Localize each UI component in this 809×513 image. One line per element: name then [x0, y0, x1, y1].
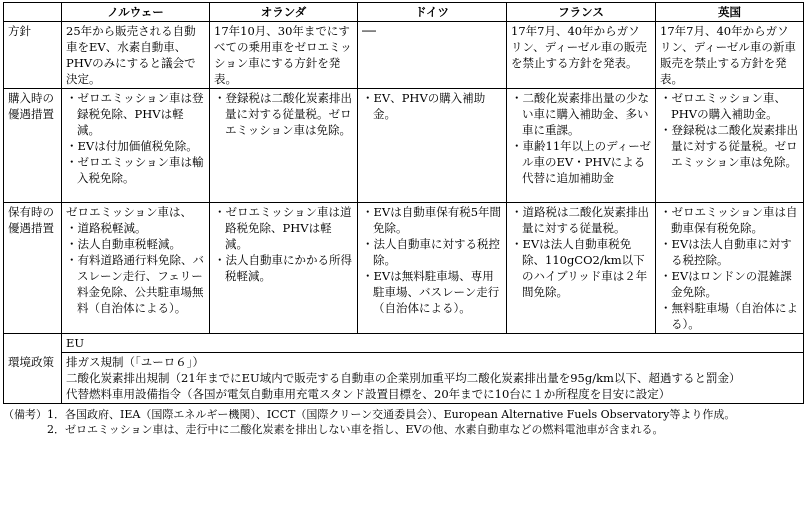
row-label-ownership: [4, 203, 62, 334]
bullet-item: ・ 車齢11年以上のディーゼル車のEV・PHVによる代替に追加補助金: [511, 138, 651, 186]
purchase-norway: [62, 89, 210, 203]
bullet-item: ・ ゼロエミッション車は輸入税免除。: [66, 154, 205, 186]
policy-norway: 25年から販売される自動車をEV、水素自動車、PHVのみにすると議会で決定。: [62, 22, 210, 89]
note-text: 各国政府、IEA（国際エネルギー機関）、ICCT（国際クリーン交通委員会）、European Alternative Fuels Observatory等より作成。: [65, 408, 736, 421]
eu-blank-cell: [4, 334, 62, 353]
note-item: [3, 422, 806, 437]
bullet-item: ・ ゼロエミッション車は登録税免除、PHVは軽減。: [66, 90, 205, 138]
note-text: ゼロエミッション車は、走行中に二酸化炭素を排出しない車を指し、EVの他、水素自動車などの燃料電池車が含まれる。: [65, 423, 664, 436]
row-label-line: 購入時の: [8, 91, 54, 105]
eu-header-row: [4, 334, 804, 353]
ev-policy-table: [3, 2, 804, 404]
ownership-germany: [358, 203, 507, 334]
row-label-line: 保有時の: [8, 205, 54, 219]
bullet-item: ・ 無料駐車場（自治体による）。: [660, 300, 799, 332]
eu-policy-line: 代替燃料車用設備指令（各国が電気自動車用充電スタンド設置目標を、20年までに10台に１か所程度を目安に設定）: [66, 387, 671, 401]
bullet-item: ・ ゼロエミッション車は道路税免除、PHVは軽減。: [214, 204, 353, 252]
note-number: 2．: [47, 423, 65, 436]
ownership-france: [507, 203, 656, 334]
notes-section: [3, 407, 806, 437]
notes-spacer: [3, 422, 47, 437]
note-item: [3, 407, 806, 422]
purchase-uk: [656, 89, 804, 203]
bullet-item: ・ EV、PHVの購入補助金。: [362, 90, 502, 122]
header-germany: ドイツ: [358, 3, 507, 22]
bullet-item: ・ EVは付加価値税免除。: [66, 138, 205, 154]
policy-row: [4, 22, 804, 89]
header-netherlands: オランダ: [210, 3, 358, 22]
bullet-item: ・ 法人自動車に対する税控除。: [362, 236, 502, 268]
purchase-incentive-row: [4, 89, 804, 203]
bullet-item: ・ 有料道路通行料免除、バスレーン走行、フェリー料金免除、公共駐車場無料（自治体による）。: [66, 252, 205, 316]
row-label-line: 優遇措置: [8, 221, 54, 235]
eu-policy-line: 排ガス規制（「ユーロ６」）: [66, 355, 204, 369]
eu-label: EU: [62, 334, 804, 353]
header-blank: [4, 3, 62, 22]
bullet-item: ・ 法人自動車にかかる所得税軽減。: [214, 252, 353, 284]
notes-label: （備考）: [3, 408, 47, 421]
policy-germany: ―: [358, 22, 507, 89]
bullet-item: ・ 二酸化炭素排出量の少ない車に購入補助金、多い車に重課。: [511, 90, 651, 138]
purchase-netherlands: [210, 89, 358, 203]
bullet-item: ・ 道路税軽減。: [66, 220, 205, 236]
row-label-environment: 環境政策: [4, 353, 62, 404]
header-row: [4, 3, 804, 22]
bullet-item: ・ 法人自動車税軽減。: [66, 236, 205, 252]
bullet-item: ・ EVはロンドンの混雑課金免除。: [660, 268, 799, 300]
header-norway: ノルウェー: [62, 3, 210, 22]
bullet-item: ・ EVは自動車保有税5年間免除。: [362, 204, 502, 236]
header-france: フランス: [507, 3, 656, 22]
bullet-item: ・ 登録税は二酸化炭素排出量に対する従量税。ゼロエミッション車は免除。: [214, 90, 353, 138]
bullet-item: ・ ゼロエミッション車、PHVの購入補助金。: [660, 90, 799, 122]
bullet-item: ・ 道路税は二酸化炭素排出量に対する従量税。: [511, 204, 651, 236]
row-label-line: 優遇措置: [8, 107, 54, 121]
eu-policy-cell: [62, 353, 804, 404]
cell-intro: ゼロエミッション車は、: [66, 205, 193, 219]
ownership-netherlands: [210, 203, 358, 334]
bullet-item: ・ ゼロエミッション車は自動車保有税免除。: [660, 204, 799, 236]
eu-policy-line: 二酸化炭素排出規制（21年までにEU域内で販売する自動車の企業別加重平均二酸化炭素排出量を95g/km以下、超過すると罰金）: [66, 371, 741, 385]
policy-netherlands: 17年10月、30年までにすべての乗用車をゼロエミッション車にする方針を発表。: [210, 22, 358, 89]
header-uk: 英国: [656, 3, 804, 22]
bullet-item: ・ EVは法人自動車に対する税控除。: [660, 236, 799, 268]
purchase-france: [507, 89, 656, 203]
policy-france: 17年7月、40年からガソリン、ディーゼル車の販売を禁止する方針を発表。: [507, 22, 656, 89]
bullet-item: ・ EVは法人自動車税免除、110gCO2/km以下のハイブリッド車は２年間免除。: [511, 236, 651, 300]
ownership-incentive-row: [4, 203, 804, 334]
ownership-norway: [62, 203, 210, 334]
bullet-item: ・ 登録税は二酸化炭素排出量に対する従量税。ゼロエミッション車は免除。: [660, 122, 799, 170]
row-label-purchase: [4, 89, 62, 203]
row-label-policy: 方針: [4, 22, 62, 89]
policy-uk: 17年7月、40年からガソリン、ディーゼル車の新車販売を禁止する方針を発表。: [656, 22, 804, 89]
policy-table-container: [3, 2, 806, 437]
bullet-item: ・ EVは無料駐車場、専用駐車場、バスレーン走行（自治体による）。: [362, 268, 502, 316]
note-number: 1．: [47, 408, 65, 421]
ownership-uk: [656, 203, 804, 334]
purchase-germany: [358, 89, 507, 203]
environment-policy-row: [4, 353, 804, 404]
